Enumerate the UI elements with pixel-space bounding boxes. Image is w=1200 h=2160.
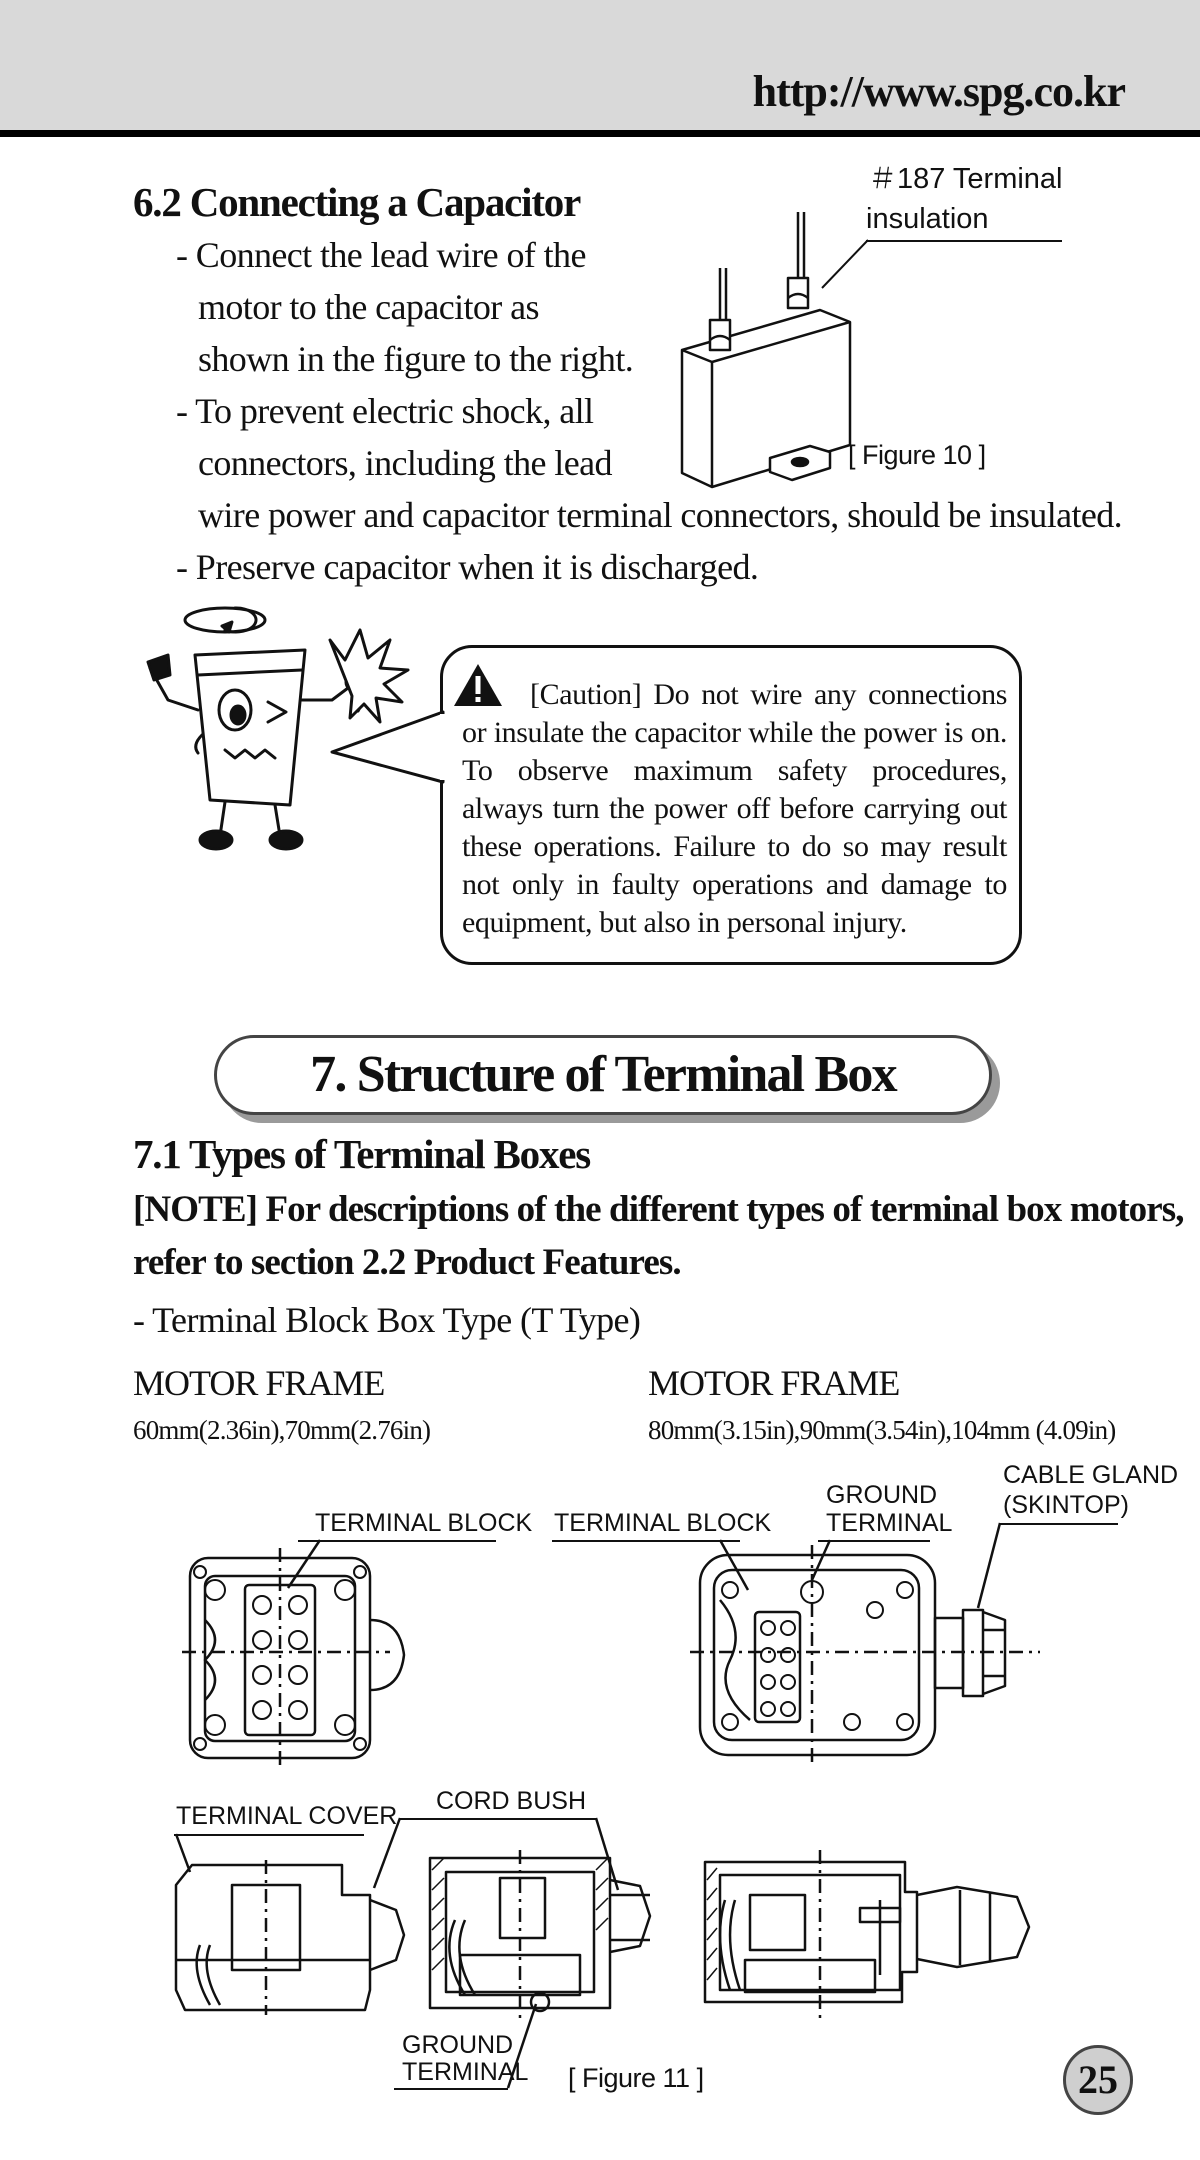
label-terminal-cover: TERMINAL COVER [176,1802,398,1830]
frame-right-sizes: 80mm(3.15in),90mm(3.54in),104mm (4.09in) [648,1415,1116,1445]
section-6-2-title: 6.2 Connecting a Capacitor [133,179,581,225]
label-ground-terminal-top-l2: TERMINAL [826,1509,953,1537]
label-terminal-block-right: TERMINAL BLOCK [554,1509,772,1537]
frame-left-title: MOTOR FRAME [133,1363,385,1403]
site-url: http://www.spg.co.kr [752,67,1125,116]
label-ground-terminal-bottom-l1: GROUND [402,2031,514,2059]
label-cord-bush: CORD BUSH [436,1787,587,1815]
body-line-4: - To prevent electric shock, all [176,391,594,431]
label-ground-terminal-top-l1: GROUND [826,1481,938,1509]
frame-right-title: MOTOR FRAME [648,1363,900,1403]
frame-left-sizes: 60mm(2.36in),70mm(2.76in) [133,1415,431,1445]
caution-text-content: [Caution] Do not wire any connections or insulate the capacitor while the power is on. To observe maximum safety procedures, always turn the power off before carrying out these operations. Failure to do so may result not only in faulty operations and damage to equipment, but also in personal injury. [462,678,1007,939]
note-line-2: refer to section 2.2 Product Features. [133,1242,681,1283]
body-line-2: motor to the capacitor as [198,287,539,327]
page-number: 25 [1063,2045,1133,2115]
figure10-caption: [ Figure 10 ] [848,440,986,470]
figure11-caption: [ Figure 11 ] [568,2063,704,2093]
type-line: - Terminal Block Box Type (T Type) [133,1300,641,1340]
label-cable-gland-l1: CABLE GLAND [1003,1461,1179,1489]
figure10-label-line2: insulation [866,203,989,235]
body-line-5: connectors, including the lead [198,443,612,483]
body-line-7: - Preserve capacitor when it is discharged. [176,547,759,587]
label-terminal-block-left: TERMINAL BLOCK [315,1509,533,1537]
section-7-title: 7. Structure of Terminal Box [310,1046,896,1103]
note-line-1: [NOTE] For descriptions of the different types of terminal box motors, [133,1189,1184,1230]
body-line-3: shown in the figure to the right. [198,339,634,379]
label-cable-gland-l2: (SKINTOP) [1003,1491,1129,1519]
section-7-1-title: 7.1 Types of Terminal Boxes [133,1131,590,1177]
body-line-6: wire power and capacitor terminal connectors, should be insulated. [198,495,1123,535]
figure10-label-line1: ＃187 Terminal [868,163,1063,195]
label-ground-terminal-bottom-l2: TERMINAL [402,2058,529,2086]
body-line-1: - Connect the lead wire of the [176,235,586,275]
